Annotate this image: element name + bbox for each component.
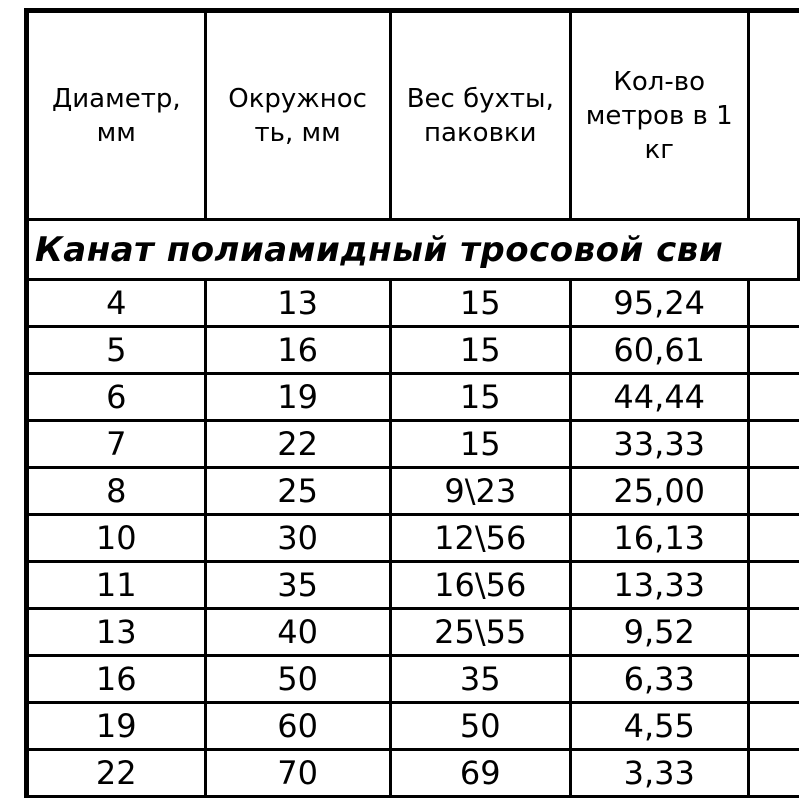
table-row <box>27 609 799 656</box>
table-row <box>27 327 799 374</box>
cell-circumference: 13 <box>205 280 390 327</box>
cell-diameter: 5 <box>27 327 206 374</box>
table-row <box>27 703 799 750</box>
rope-table <box>24 8 800 798</box>
data-rows <box>27 280 799 797</box>
header-cut-off <box>748 11 798 220</box>
table-row <box>27 656 799 703</box>
cell-circumference: 22 <box>205 421 390 468</box>
table-row <box>27 468 799 515</box>
cell-coil-weight: 69 <box>390 750 570 797</box>
table-row <box>27 750 799 797</box>
cell-cut-off <box>748 421 798 468</box>
cell-circumference: 60 <box>205 703 390 750</box>
cell-cut-off <box>748 468 798 515</box>
cell-diameter: 13 <box>27 609 206 656</box>
cell-cut-off <box>748 327 798 374</box>
cell-meters-per-kg: 95,24 <box>570 280 748 327</box>
table-row <box>27 280 799 327</box>
cell-coil-weight: 12\56 <box>390 515 570 562</box>
cell-meters-per-kg: 4,55 <box>570 703 748 750</box>
table-row <box>27 374 799 421</box>
cell-circumference: 19 <box>205 374 390 421</box>
table-row <box>27 421 799 468</box>
section-row <box>27 220 799 280</box>
cell-coil-weight: 9\23 <box>390 468 570 515</box>
cell-circumference: 40 <box>205 609 390 656</box>
cell-circumference: 70 <box>205 750 390 797</box>
cell-cut-off <box>748 656 798 703</box>
cell-cut-off <box>748 515 798 562</box>
cell-diameter: 19 <box>27 703 206 750</box>
cell-meters-per-kg: 13,33 <box>570 562 748 609</box>
cell-diameter: 7 <box>27 421 206 468</box>
cell-cut-off <box>748 374 798 421</box>
cell-coil-weight: 25\55 <box>390 609 570 656</box>
cell-diameter: 22 <box>27 750 206 797</box>
cell-circumference: 30 <box>205 515 390 562</box>
cell-coil-weight: 35 <box>390 656 570 703</box>
table-row <box>27 515 799 562</box>
cell-coil-weight: 15 <box>390 421 570 468</box>
table-row <box>27 562 799 609</box>
cell-circumference: 35 <box>205 562 390 609</box>
cell-diameter: 11 <box>27 562 206 609</box>
section-title: Канат полиамидный тросовой сви <box>27 220 799 280</box>
cell-meters-per-kg: 44,44 <box>570 374 748 421</box>
cell-diameter: 10 <box>27 515 206 562</box>
cell-meters-per-kg: 25,00 <box>570 468 748 515</box>
header-diameter: Диаметр, мм <box>27 11 206 220</box>
cell-cut-off <box>748 609 798 656</box>
cell-diameter: 8 <box>27 468 206 515</box>
header-row <box>27 11 799 220</box>
cell-coil-weight: 15 <box>390 327 570 374</box>
cell-circumference: 25 <box>205 468 390 515</box>
cell-cut-off <box>748 703 798 750</box>
cell-meters-per-kg: 3,33 <box>570 750 748 797</box>
cell-diameter: 4 <box>27 280 206 327</box>
cell-meters-per-kg: 9,52 <box>570 609 748 656</box>
cell-circumference: 50 <box>205 656 390 703</box>
cell-cut-off <box>748 562 798 609</box>
cell-coil-weight: 15 <box>390 374 570 421</box>
cell-cut-off <box>748 750 798 797</box>
cell-meters-per-kg: 16,13 <box>570 515 748 562</box>
cell-meters-per-kg: 33,33 <box>570 421 748 468</box>
cell-diameter: 6 <box>27 374 206 421</box>
cell-meters-per-kg: 60,61 <box>570 327 748 374</box>
header-circumference: Окружнос ть, мм <box>205 11 390 220</box>
header-coil-weight: Вес бухты, паковки <box>390 11 570 220</box>
cell-meters-per-kg: 6,33 <box>570 656 748 703</box>
header-meters-per-kg: Кол-во метров в 1 кг <box>570 11 748 220</box>
cell-circumference: 16 <box>205 327 390 374</box>
cell-cut-off <box>748 280 798 327</box>
cell-coil-weight: 15 <box>390 280 570 327</box>
cell-coil-weight: 50 <box>390 703 570 750</box>
cell-coil-weight: 16\56 <box>390 562 570 609</box>
cell-diameter: 16 <box>27 656 206 703</box>
